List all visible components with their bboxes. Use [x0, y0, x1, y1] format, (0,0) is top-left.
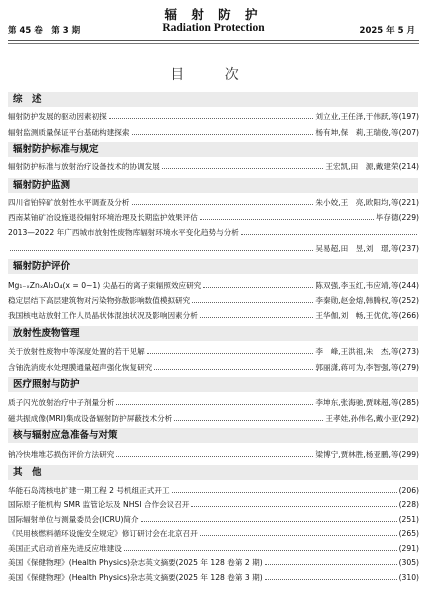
toc-entry[interactable]	[8, 211, 419, 223]
toc-entry[interactable]	[8, 345, 419, 357]
entry-page: (305)	[398, 558, 419, 567]
leader-dots	[192, 294, 313, 303]
entry-page: (252)	[398, 296, 419, 305]
entry-title: Mg₁₋ₓZnₓAl₂O₄(x = 0~1) 尖晶石的离子束辐照效应研究	[8, 281, 202, 290]
toc-entry[interactable]	[8, 571, 419, 583]
entry-title: 关于放射性废物中等深度处置的若干见解	[8, 347, 145, 356]
entry-authors: 李秦勋,赵金熔,韩腾权,等	[315, 296, 399, 305]
entry-authors: 吴易超,田 昱,刘 璟,等	[315, 244, 399, 253]
entry-page: (206)	[398, 486, 419, 495]
toc-entry[interactable]	[8, 412, 419, 424]
leader-dots	[10, 242, 313, 251]
entry-page: (244)	[398, 281, 419, 290]
entry-authors: 朱小姣,王 亮,欧阳均,等	[315, 198, 399, 207]
leader-dots	[116, 396, 313, 405]
leader-dots	[154, 361, 313, 370]
entry-title: 《民用核燃料循环设施安全规定》修订研讨会在北京召开	[8, 529, 198, 538]
entry-title: 辐射防护标准与放射治疗设备技术的协调发展	[8, 162, 160, 171]
entry-authors: 陈双强,李玉红,韦应靖,等	[315, 281, 399, 290]
journal-title-cn: 辐 射 防 护	[164, 7, 263, 22]
entry-page: (221)	[398, 198, 419, 207]
leader-dots	[265, 556, 397, 565]
entry-page: (228)	[398, 500, 419, 509]
toc-entry[interactable]	[8, 484, 419, 496]
leader-dots	[141, 513, 397, 522]
header-rule	[8, 40, 419, 41]
entry-title: 质子闪光放射治疗中子剂量分析	[8, 398, 115, 407]
toc-title: 目 次	[170, 67, 257, 83]
entry-page: (285)	[398, 398, 419, 407]
entry-title: 我国核电站放射工作人员晶状体混浊状况及影响因素分析	[8, 311, 198, 320]
leader-dots	[200, 527, 397, 536]
leader-dots	[124, 542, 397, 551]
leader-dots	[172, 484, 397, 493]
leader-dots	[241, 226, 417, 235]
section-heading: 放射性废物管理	[8, 326, 418, 341]
entry-page: (266)	[398, 311, 419, 320]
leader-dots	[265, 571, 397, 580]
section-heading: 医疗照射与防护	[8, 377, 418, 392]
entry-page: (291)	[398, 544, 419, 553]
entry-authors: 梁博宁,贾林胜,杨亚鹏,等	[315, 450, 399, 459]
toc-entry[interactable]	[8, 513, 419, 525]
entry-page: (197)	[398, 112, 419, 121]
entry-title: 辐射监测质量保证平台基础构建探索	[8, 128, 130, 137]
issue-date: 2025 年 5 月	[359, 26, 415, 36]
entry-page: (310)	[398, 573, 419, 582]
entry-title: 美国《保健物理》(Health Physics)杂志英文摘要(2025 年 128 卷第 3 期)	[8, 573, 263, 582]
entry-authors: 王孝娃,孙伟名,戴小亚	[325, 414, 399, 423]
toc-entry[interactable]	[8, 309, 419, 321]
header-rule-thin	[8, 43, 419, 44]
section-heading: 辐射防护标准与规定	[8, 142, 418, 157]
leader-dots	[132, 126, 314, 135]
leader-dots	[174, 412, 323, 421]
section-heading: 其 他	[8, 465, 418, 480]
leader-dots	[203, 279, 313, 288]
entry-authors: 刘立业,王任泽,于伟跃,等	[315, 112, 399, 121]
entry-page: (299)	[398, 450, 419, 459]
entry-title: 美国《保健物理》(Health Physics)杂志英文摘要(2025 年 128 卷第 2 期)	[8, 558, 263, 567]
section-heading: 辐射防护评价	[8, 259, 418, 274]
leader-dots	[116, 448, 313, 457]
entry-page: (251)	[398, 515, 419, 524]
toc-entry[interactable]	[8, 361, 419, 373]
entry-page: (229)	[398, 213, 419, 222]
leader-dots	[200, 211, 374, 220]
entry-title: 美国正式启动首座先进反应堆建设	[8, 544, 122, 553]
toc-entry[interactable]	[8, 396, 419, 408]
leader-dots	[109, 110, 314, 119]
entry-authors: 王华伽,刘 畅,王优优,等	[315, 311, 399, 320]
toc-entry[interactable]	[8, 226, 419, 238]
leader-dots	[147, 345, 314, 354]
toc-entry[interactable]	[8, 160, 419, 172]
entry-authors: 李坤东,张海驰,贾咪超,等	[315, 398, 399, 407]
section-heading: 核与辐射应急准备与对策	[8, 428, 418, 443]
entry-title: 稳定层结下高层建筑物对污染物弥散影响数值模拟研究	[8, 296, 191, 305]
toc-entry-continued[interactable]	[8, 242, 419, 254]
entry-title: 四川省铂锌矿放射性水平调查及分析	[8, 198, 130, 207]
entry-title: 2013—2022 年广西城市放射性废物库辐射环境水平变化趋势与分析	[8, 228, 239, 237]
entry-page: (292)	[398, 414, 419, 423]
toc-entry[interactable]	[8, 294, 419, 306]
entry-page: (214)	[398, 162, 419, 171]
toc-entry[interactable]	[8, 196, 419, 208]
entry-page: (279)	[398, 363, 419, 372]
entry-page: (265)	[398, 529, 419, 538]
toc-entry[interactable]	[8, 448, 419, 460]
toc-entry[interactable]	[8, 126, 419, 138]
entry-page: (273)	[398, 347, 419, 356]
toc-entry[interactable]	[8, 556, 419, 568]
journal-header	[0, 0, 427, 58]
entry-title: 西南某铀矿冶设施退役辐射环境治理及长期监护效果评估	[8, 213, 198, 222]
section-heading: 综 述	[8, 92, 418, 107]
entry-title: 辐射防护发展的驱动因素初探	[8, 112, 107, 121]
entry-page: (207)	[398, 128, 419, 137]
entry-title: 钠冷快堆堆芯损伤评价方法研究	[8, 450, 115, 459]
entry-title: 国际原子能机构 SMR 监管论坛及 NHSI 合作会议召开	[8, 500, 190, 509]
section-heading: 辐射防护监测	[8, 178, 418, 193]
toc-entry[interactable]	[8, 498, 419, 510]
leader-dots	[200, 309, 314, 318]
entry-title: 含铀洗消废水处理膜通量超声强化恢复研究	[8, 363, 153, 372]
toc-entry[interactable]	[8, 542, 419, 554]
leader-dots	[162, 160, 324, 169]
toc-entry[interactable]	[8, 527, 419, 539]
leader-dots	[191, 498, 396, 507]
entry-title: 华能石岛湾核电扩建一期工程 2 号机组正式开工	[8, 486, 170, 495]
journal-title-en: Radiation Protection	[162, 22, 265, 34]
toc-entry[interactable]	[8, 279, 419, 291]
entry-authors: 杨有坤,保 莉,王瑞俊,等	[315, 128, 399, 137]
volume-issue: 第 45 卷 第 3 期	[8, 26, 81, 36]
entry-title: 磁共振成像(MRI)集成设备辐射防护屏蔽技术分析	[8, 414, 173, 423]
entry-page: (237)	[398, 244, 419, 253]
toc-entry[interactable]	[8, 110, 419, 122]
entry-title: 国际辐射单位与测量委员会(ICRU)简介	[8, 515, 139, 524]
entry-authors: 毕存德	[375, 213, 399, 222]
leader-dots	[132, 196, 314, 205]
entry-authors: 李 峰,王洪祖,朱 杰,等	[315, 347, 399, 356]
entry-authors: 郭丽潇,蒋可为,李智强,等	[315, 363, 399, 372]
entry-authors: 王宏凯,田 源,戴建荣	[325, 162, 399, 171]
